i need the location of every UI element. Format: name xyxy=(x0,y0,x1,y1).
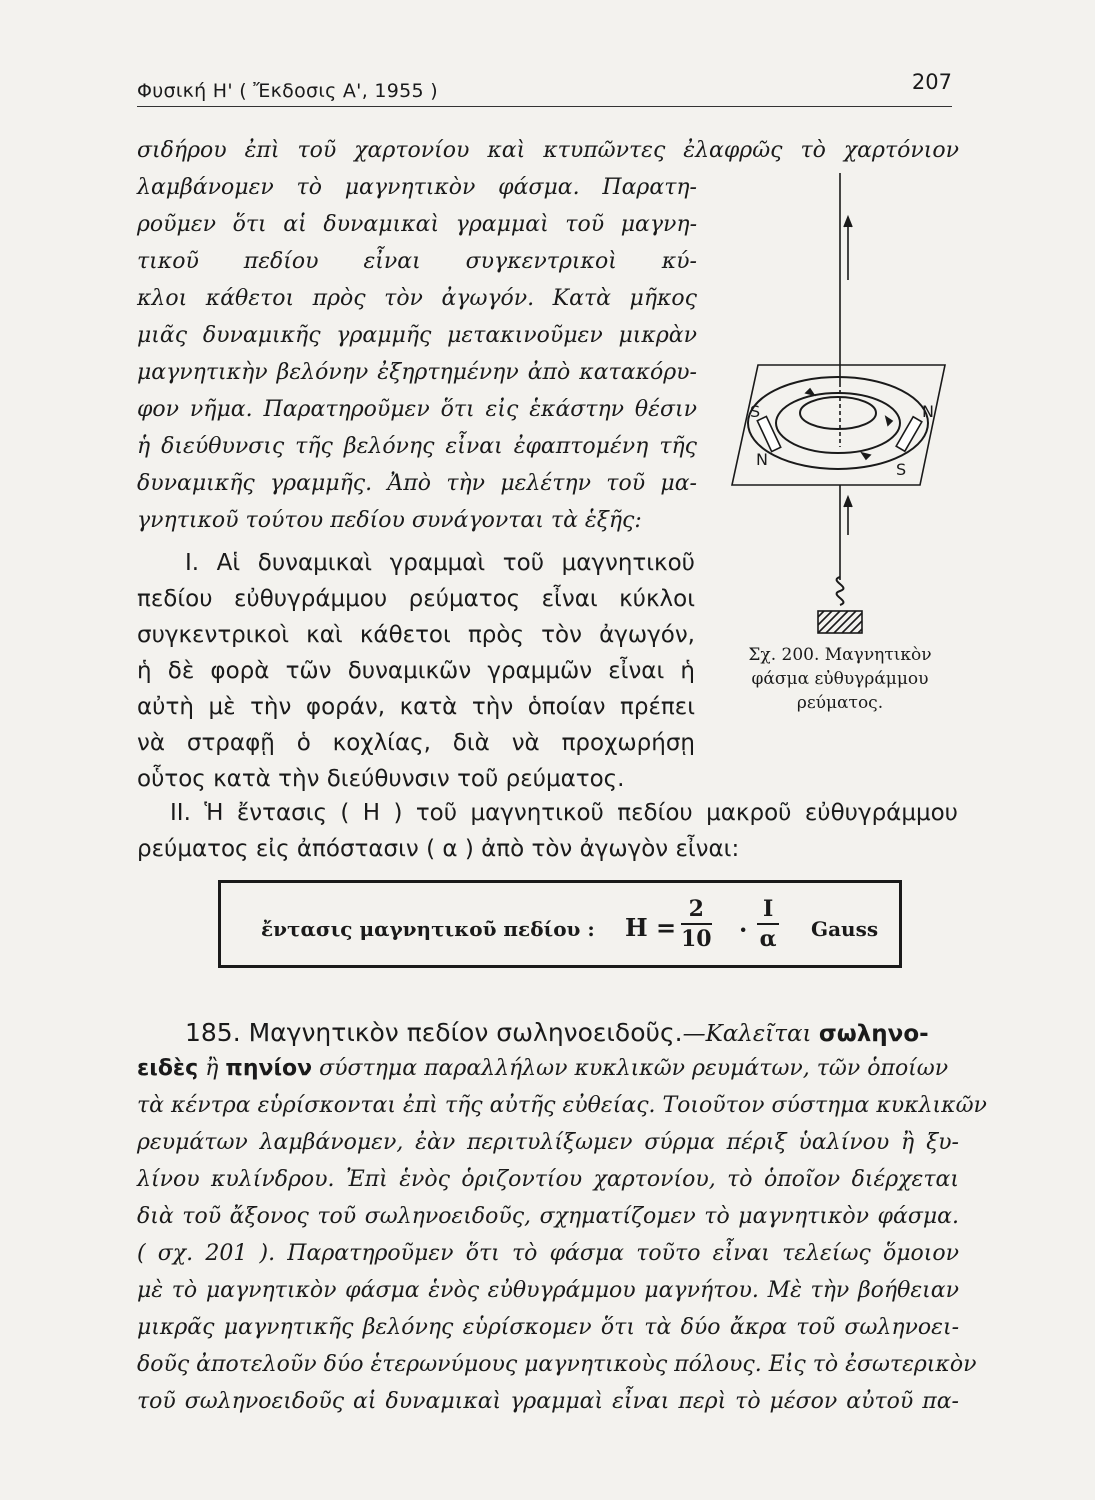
fraction-constant xyxy=(681,895,712,953)
pole-label: S xyxy=(896,460,907,479)
pole-label: N xyxy=(756,450,768,469)
text-line: ροῦμεν ὅτι αἱ δυναμικαὶ γραμμαὶ τοῦ μαγνη- xyxy=(137,212,697,237)
formula-box xyxy=(218,880,902,968)
field-line-inner xyxy=(800,397,876,429)
current-arrow-icon xyxy=(844,217,852,227)
page-header xyxy=(137,70,952,107)
text-line: ρευμάτων λαμβάνομεν, ἐὰν περιτυλίξωμεν σύρμα πέριξ ὑαλίνου ἢ ξυ- xyxy=(137,1130,959,1155)
text-line: τοῦ σωληνοειδοῦς αἱ δυναμικαὶ γραμμαὶ εἶναι περὶ τὸ μέσον αὐτοῦ πα- xyxy=(137,1389,959,1414)
page-number: 207 xyxy=(911,70,952,94)
text-line: γνητικοῦ τούτου πεδίου συνάγονται τὰ ἑξῆς: xyxy=(137,508,642,533)
text-line: μαγνητικὴν βελόνην ἐξηρτημένην ἀπὸ κατακόρυ- xyxy=(137,360,697,385)
text-line: συγκεντρικοὶ καὶ κάθετοι πρὸς τὸν ἀγωγόν, xyxy=(137,622,695,648)
fraction-denominator: α xyxy=(759,926,777,952)
text-line: τικοῦ πεδίου εἶναι συγκεντρικοὶ κύ- xyxy=(137,249,697,274)
field-arrow-icon xyxy=(862,453,870,459)
fraction-numerator: 2 xyxy=(681,895,712,925)
text-line: ἡ δὲ φορὰ τῶν δυναμικῶν γραμμῶν εἶναι ἡ xyxy=(137,658,695,684)
field-arrow-icon xyxy=(806,389,814,395)
text-run: σύστημα παραλλήλων κυκλικῶν ρευμάτων, τῶν ὁποίων xyxy=(319,1056,949,1081)
text-line: νὰ στραφῇ ὁ κοχλίας, διὰ νὰ προχωρήσῃ xyxy=(137,730,695,756)
fraction-numerator: I xyxy=(757,895,779,925)
text-line: ρεύματος εἰς ἀπόστασιν ( α ) ἀπὸ τὸν ἀγωγὸν εἶναι: xyxy=(137,836,740,862)
weight-block xyxy=(818,611,862,633)
section-first-line xyxy=(185,1018,957,1047)
text-line: λίνου κυλίνδρου. Ἐπὶ ἑνὸς ὁριζοντίου χαρτονίου, τὸ ὁποῖον διέρχεται xyxy=(137,1167,959,1192)
text-line: μιᾶς δυναμικῆς γραμμῆς μετακινοῦμεν μικρὰν xyxy=(137,323,697,348)
text-line: I. Αἱ δυναμικαὶ γραμμαὶ τοῦ μαγνητικοῦ xyxy=(185,550,695,576)
text-line: II. Ἡ ἔντασις ( Η ) τοῦ μαγνητικοῦ πεδίου μακροῦ εὐθυγράμμου xyxy=(170,800,958,826)
magnetic-field-diagram xyxy=(720,155,960,645)
pole-label: N xyxy=(922,402,934,421)
formula-label: ἔντασις μαγνητικοῦ πεδίου : xyxy=(261,917,595,941)
text-line: δυναμικῆς γραμμῆς. Ἀπὸ τὴν μελέτην τοῦ μα- xyxy=(137,471,697,496)
text-line: οὗτος κατὰ τὴν διεύθυνσιν τοῦ ρεύματος. xyxy=(137,766,625,792)
figure-200 xyxy=(720,155,960,645)
text-line: μικρᾶς μαγνητικῆς βελόνης εὑρίσκομεν ὅτι τὰ δύο ἄκρα τοῦ σωληνοει- xyxy=(137,1315,959,1340)
conjunction: ἢ xyxy=(205,1056,219,1081)
section-heading: 185. Μαγνητικὸν πεδίον σωληνοειδοῦς. xyxy=(185,1018,683,1047)
term-solenoid-end: ειδὲς xyxy=(137,1056,199,1081)
text-line: σιδήρου ἐπὶ τοῦ χαρτονίου καὶ κτυπῶντες ἐλαφρῶς τὸ χαρτόνιον xyxy=(137,138,959,163)
text-line: δοῦς ἀποτελοῦν δύο ἑτερωνύμους μαγνητικοὺς πόλους. Εἰς τὸ ἐσωτερικὸν xyxy=(137,1352,977,1377)
formula-lhs: H = xyxy=(625,913,677,942)
term-coil: πηνίον xyxy=(225,1056,313,1081)
pole-label: S xyxy=(750,402,761,421)
text-line: ( σχ. 201 ). Παρατηροῦμεν ὅτι τὸ φάσμα τοῦτο εἶναι τελείως ὅμοιον xyxy=(137,1241,959,1266)
text-line: φον νῆμα. Παρατηροῦμεν ὅτι εἰς ἑκάστην θέσιν xyxy=(137,397,697,422)
text-line: αὐτὴ μὲ τὴν φοράν, κατὰ τὴν ὁποίαν πρέπει xyxy=(137,694,695,720)
section-lead: —Καλεῖται xyxy=(682,1021,812,1047)
text-line: λαμβάνομεν τὸ μαγνητικὸν φάσμα. Παρατη- xyxy=(137,175,697,200)
fraction-current-distance xyxy=(757,895,779,953)
text-line: διὰ τοῦ ἄξονος τοῦ σωληνοειδοῦς, σχηματίζομεν τὸ μαγνητικὸν φάσμα. xyxy=(137,1204,959,1229)
section-second-line xyxy=(137,1056,959,1081)
formula-unit: Gauss xyxy=(811,917,879,941)
multiply-dot: · xyxy=(739,915,748,944)
term-solenoid: σωληνο- xyxy=(818,1021,929,1047)
running-title: Φυσική Η' ( Ἔκδοσις Α', 1955 ) xyxy=(137,80,438,102)
current-arrow-icon xyxy=(844,497,852,507)
figure-caption: Σχ. 200. Μαγνητικὸν φάσμα εὐθυγράμμου ρεύματος. xyxy=(748,645,932,713)
text-line: μὲ τὸ μαγνητικὸν φάσμα ἑνὸς εὐθυγράμμου μαγνήτου. Μὲ τὴν βοήθειαν xyxy=(137,1278,959,1303)
text-line: κλοι κάθετοι πρὸς τὸν ἀγωγόν. Κατὰ μῆκος xyxy=(137,286,697,311)
fraction-denominator: 10 xyxy=(681,926,712,952)
text-line: τὰ κέντρα εὑρίσκονται ἐπὶ τῆς αὐτῆς εὐθείας. Τοιοῦτον σύστημα κυκλικῶν xyxy=(137,1093,987,1118)
screw-coil-icon xyxy=(837,577,844,605)
text-line: πεδίου εὐθυγράμμου ρεύματος εἶναι κύκλοι xyxy=(137,586,695,612)
field-arrow-icon xyxy=(886,417,892,425)
text-line: ἡ διεύθυνσις τῆς βελόνης εἶναι ἐφαπτομένη τῆς xyxy=(137,434,697,459)
field-line-middle xyxy=(776,393,900,453)
